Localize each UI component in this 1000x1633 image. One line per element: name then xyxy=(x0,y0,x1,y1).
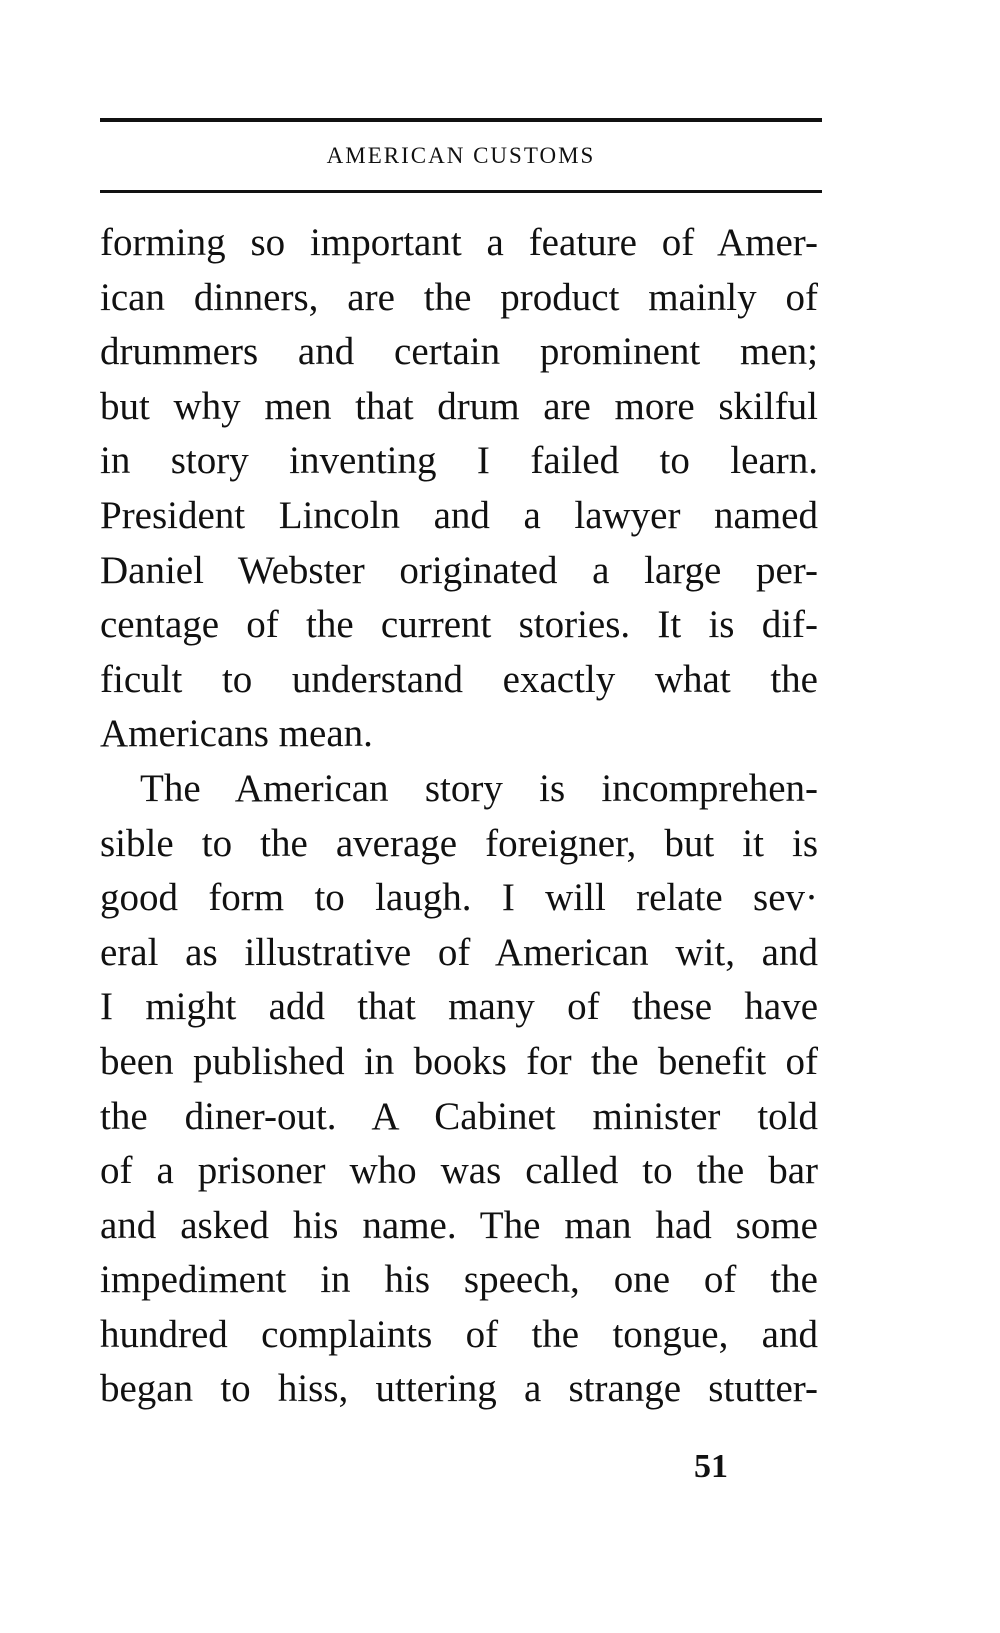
text-line: Daniel Webster originated a large per- xyxy=(100,548,818,592)
text-line: ican dinners, are the product mainly of xyxy=(100,275,818,319)
text-line: been published in books for the benefit of xyxy=(100,1039,818,1083)
text-line: of a prisoner who was called to the bar xyxy=(100,1149,818,1193)
text-line: but why men that drum are more skilful xyxy=(100,384,818,428)
header-rule-top xyxy=(100,118,822,122)
paragraph-2 xyxy=(100,762,818,1417)
text-line: good form to laugh. I will relate sev· xyxy=(100,876,818,920)
text-line: the diner-out. A Cabinet minister told xyxy=(100,1094,818,1138)
text-line: President Lincoln and a lawyer named xyxy=(100,493,818,537)
text-line: ficult to understand exactly what the xyxy=(100,657,818,701)
text-line: sible to the average foreigner, but it is xyxy=(100,821,818,865)
text-line: and asked his name. The man had some xyxy=(100,1203,818,1247)
text-line: hundred complaints of the tongue, and xyxy=(100,1312,818,1356)
running-head: AMERICAN CUSTOMS xyxy=(326,143,596,168)
paragraph-1 xyxy=(100,216,818,762)
text-line: impediment in his speech, one of the xyxy=(100,1258,818,1302)
text-line: began to hiss, uttering a strange stutter- xyxy=(100,1367,818,1411)
body-text xyxy=(100,216,818,1417)
page-number: 51 xyxy=(694,1448,728,1485)
text-line: drummers and certain prominent men; xyxy=(100,330,818,374)
text-line: The American story is incomprehen- xyxy=(140,766,818,810)
text-line: forming so important a feature of Amer- xyxy=(100,221,818,264)
text-line: I might add that many of these have xyxy=(100,985,818,1029)
text-line: eral as illustrative of American wit, and xyxy=(100,930,818,974)
header-rule-bottom xyxy=(100,190,822,193)
text-line: in story inventing I failed to learn. xyxy=(100,439,818,483)
text-line: centage of the current stories. It is dif- xyxy=(100,603,818,647)
text-line: Americans mean. xyxy=(100,712,373,756)
